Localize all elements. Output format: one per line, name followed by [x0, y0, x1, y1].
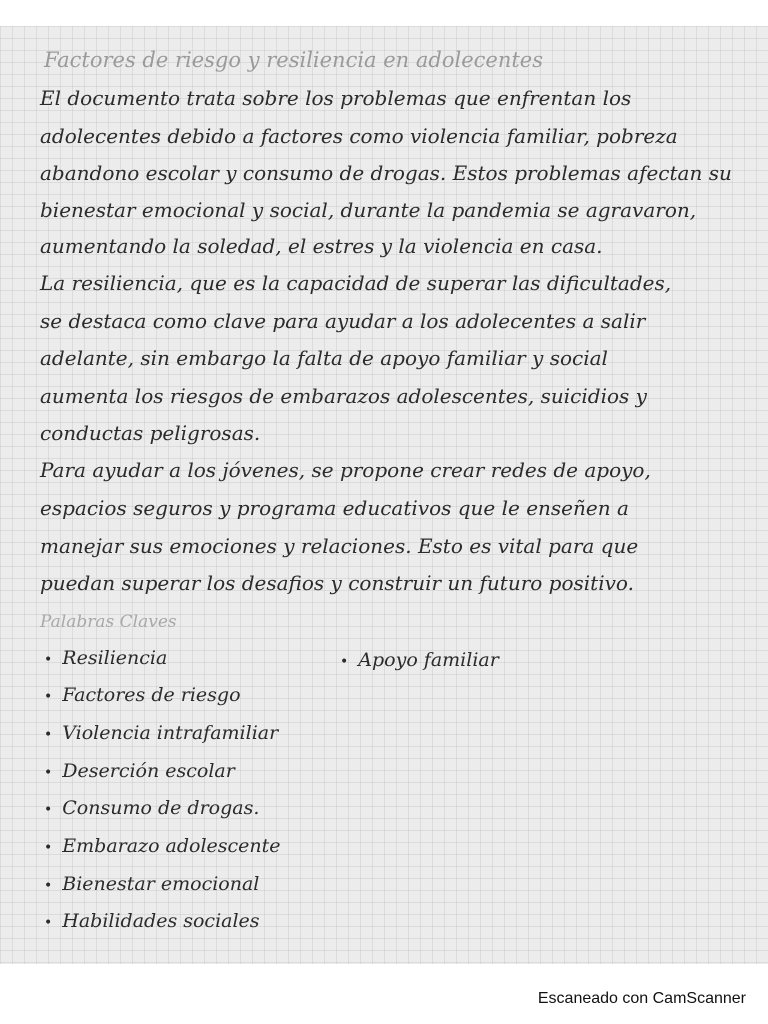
bullet: •: [44, 802, 53, 818]
text-line: abandono escolar y consumo de drogas. Estos problemas afectan su: [40, 161, 732, 185]
bullet: •: [340, 654, 349, 670]
text-line: adolecentes debido a factores como violencia familiar, pobreza: [40, 124, 678, 148]
bullet: •: [44, 727, 53, 743]
document-title: Factores de riesgo y resiliencia en adolecentes: [44, 48, 543, 72]
keyword-label: Resiliencia: [62, 647, 168, 669]
keyword-label: Embarazo adolescente: [62, 835, 281, 857]
keyword-label: Habilidades sociales: [62, 910, 260, 932]
keyword-item: [44, 721, 278, 747]
keyword-label: Violencia intrafamiliar: [62, 722, 279, 744]
keywords-heading: Palabras Claves: [40, 612, 177, 632]
keyword-item: [44, 759, 235, 785]
keyword-item: [44, 646, 167, 672]
keyword-item: [44, 909, 260, 935]
keyword-label: Factores de riesgo: [62, 684, 241, 706]
text-line: se destaca como clave para ayudar a los adolecentes a salir: [40, 309, 646, 333]
bullet: •: [44, 765, 53, 781]
text-line: adelante, sin embargo la falta de apoyo familiar y social: [40, 346, 608, 370]
text-line: bienestar emocional y social, durante la pandemia se agravaron,: [40, 198, 697, 222]
keyword-item: [44, 872, 259, 898]
bullet: •: [44, 840, 53, 856]
bullet: •: [44, 689, 53, 705]
scanned-page: [0, 26, 768, 964]
text-line: Para ayudar a los jóvenes, se propone crear redes de apoyo,: [40, 458, 651, 482]
keyword-item: [44, 683, 241, 709]
text-line: El documento trata sobre los problemas que enfrentan los: [40, 86, 632, 110]
text-line: conductas peligrosas.: [40, 421, 261, 445]
text-line: manejar sus emociones y relaciones. Esto es vital para que: [40, 534, 639, 558]
text-line: La resiliencia, que es la capacidad de superar las dificultades,: [40, 271, 672, 295]
text-line: puedan superar los desafios y construir un futuro positivo.: [40, 571, 634, 595]
bullet: •: [44, 878, 53, 894]
keyword-item: [44, 834, 281, 860]
keyword-label: Bienestar emocional: [62, 873, 260, 895]
keyword-item: [340, 648, 499, 674]
scanner-watermark: Escaneado con CamScanner: [537, 990, 746, 1007]
text-line: espacios seguros y programa educativos que le enseñen a: [40, 496, 629, 520]
text-line: aumentando la soledad, el estres y la violencia en casa.: [40, 234, 603, 258]
keyword-item: [44, 796, 259, 822]
bullet: •: [44, 652, 53, 668]
keyword-label: Apoyo familiar: [358, 649, 499, 671]
text-line: aumenta los riesgos de embarazos adolescentes, suicidios y: [40, 384, 647, 408]
bullet: •: [44, 915, 53, 931]
keyword-label: Consumo de drogas.: [62, 797, 260, 819]
keyword-label: Deserción escolar: [62, 760, 235, 782]
